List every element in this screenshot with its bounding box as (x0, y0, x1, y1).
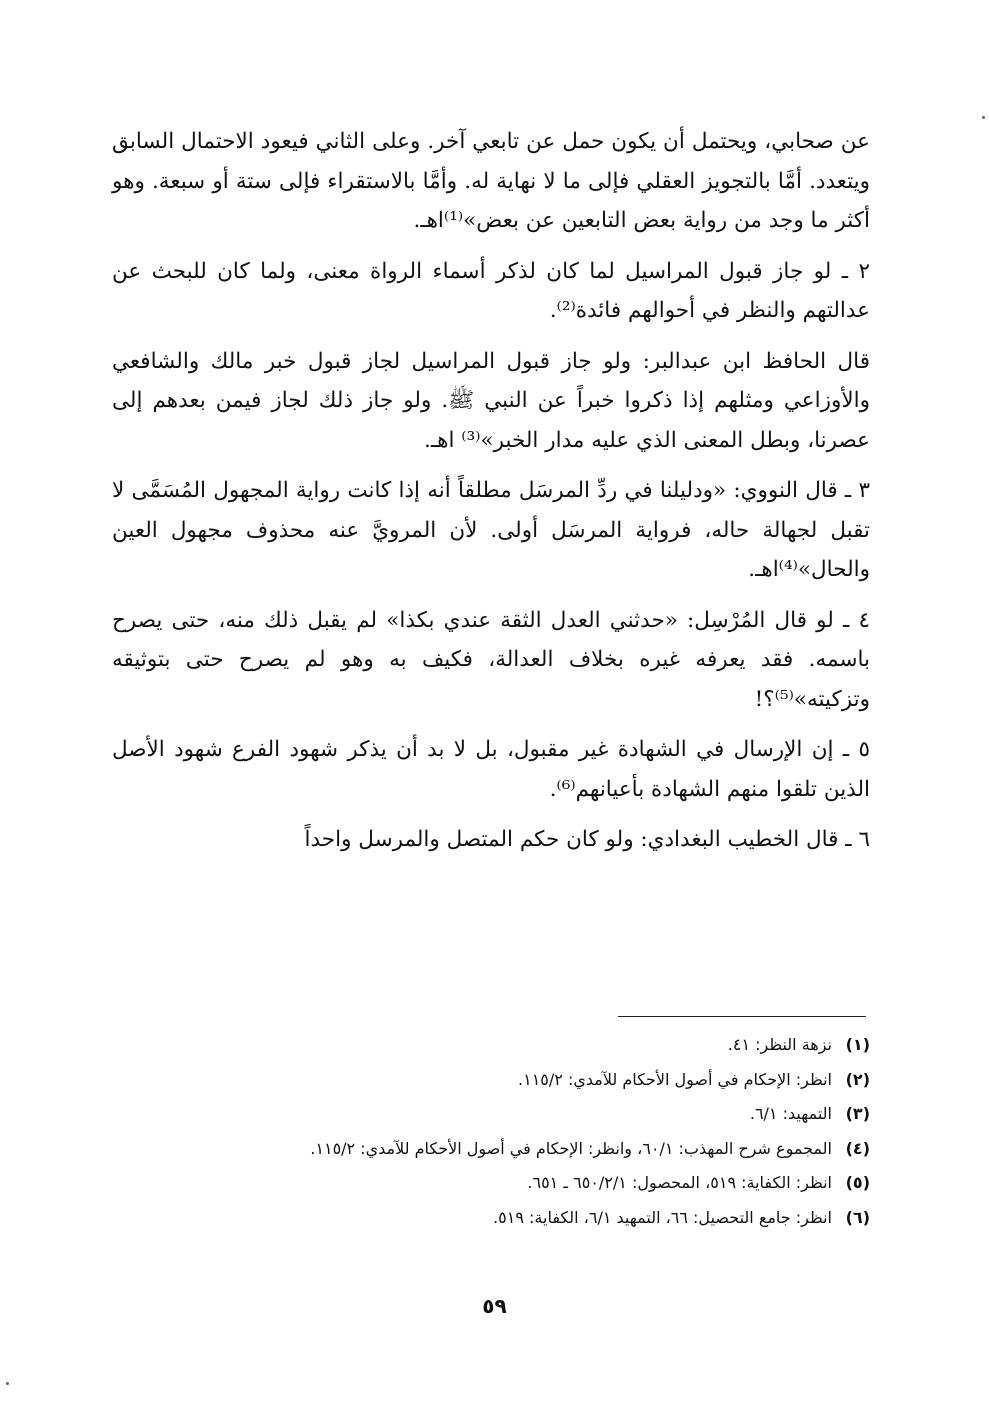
footnote-text: نزهة النظر: ٤١. (727, 1035, 832, 1054)
paragraph: ٢ ـ لو جاز قبول المراسيل لما كان لذكر أسماء الرواة معنى، ولما كان للبحث عن عدالتهم والنظر في أحوالهم فائدة⁽²⁾. (112, 258, 870, 323)
footnote (125, 1201, 870, 1236)
footnote-number: (٦) (845, 1207, 870, 1227)
footnote-number: (٢) (845, 1069, 870, 1089)
footnote-divider (618, 1016, 866, 1017)
footnote (125, 1063, 870, 1098)
scan-speck (982, 116, 985, 119)
scan-speck (6, 1382, 9, 1385)
paragraph: ٦ ـ قال الخطيب البغدادي: ولو كان حكم المتصل والمرسل واحداً (304, 827, 870, 852)
footnote-number: (١) (845, 1035, 870, 1054)
footnote-text: انظر: الكفاية: ٥١٩، المحصول: ٦٥٠/٢/١ ـ ٦٥١. (527, 1173, 832, 1192)
paragraph: ٤ ـ لو قال المُرْسِل: «حدثني العدل الثقة عندي بكذا» لم يقبل ذلك منه، حتى يصرح باسمه. فقد يعرفه غيره بخلاف العدالة، فكيف به وهو لم يصرح حتى بتوثيقه وتزكيته»⁽⁵⁾؟! (112, 607, 870, 712)
paragraph: ٥ ـ إن الإرسال في الشهادة غير مقبول، بل لا بد أن يذكر شهود الفرع شهود الأصل الذين تلقوا منهم الشهادة بأعيانهم⁽⁶⁾. (112, 737, 870, 802)
footnote (125, 1132, 870, 1167)
footnote-number: (٤) (845, 1138, 870, 1158)
footnote (125, 1097, 870, 1132)
footnote-text: انظر: جامع التحصيل: ٦٦، التمهيد ٦/١، الكفاية: ٥١٩. (493, 1207, 832, 1227)
footnote (125, 1166, 870, 1201)
footnotes (125, 1028, 870, 1235)
footnote-text: المجموع شرح المهذب: ٦٠/١، وانظر: الإحكام في أصول الأحكام للآمدي: ١١٥/٢. (310, 1138, 832, 1158)
main-text (112, 122, 870, 871)
footnote-text: انظر: الإحكام في أصول الأحكام للآمدي: ١١٥/٢. (518, 1069, 832, 1089)
paragraph: قال الحافظ ابن عبدالبر: ولو جاز قبول المراسيل لجاز قبول خبر مالك والشافعي والأوزاعي ومثلهم إذا ذكروا خبراً عن النبي ﷺ. ولو جاز ذلك لجاز فيمن بعدهم إلى عصرنا، وبطل المعنى الذي عليه مدار الخبر»⁽³⁾ اهـ. (112, 348, 870, 453)
paragraph: عن صحابي، ويحتمل أن يكون حمل عن تابعي آخر. وعلى الثاني فيعود الاحتمال السابق ويتعدد. أمَّا بالتجويز العقلي فإلى ما لا نهاية له. وأمَّا بالاستقراء فإلى ستة أو سبعة. وهو أكثر ما وجد من رواية بعض التابعين عن بعض»⁽¹⁾اهـ. (112, 129, 870, 233)
footnote (125, 1028, 870, 1063)
page-number: ٥٩ (482, 1294, 507, 1318)
footnote-text: التمهيد: ٦/١. (749, 1104, 832, 1123)
paragraph: ٣ ـ قال النووي: «ودليلنا في ردِّ المرسَل مطلقاً أنه إذا كانت رواية المجهول المُسَمَّى لا تقبل لجهالة حاله، فرواية المرسَل أولى. لأن المرويَّ عنه محذوف مجهول العين والحال»⁽⁴⁾اهـ. (112, 478, 870, 582)
footnote-number: (٥) (845, 1173, 870, 1192)
footnote-number: (٣) (845, 1104, 870, 1123)
